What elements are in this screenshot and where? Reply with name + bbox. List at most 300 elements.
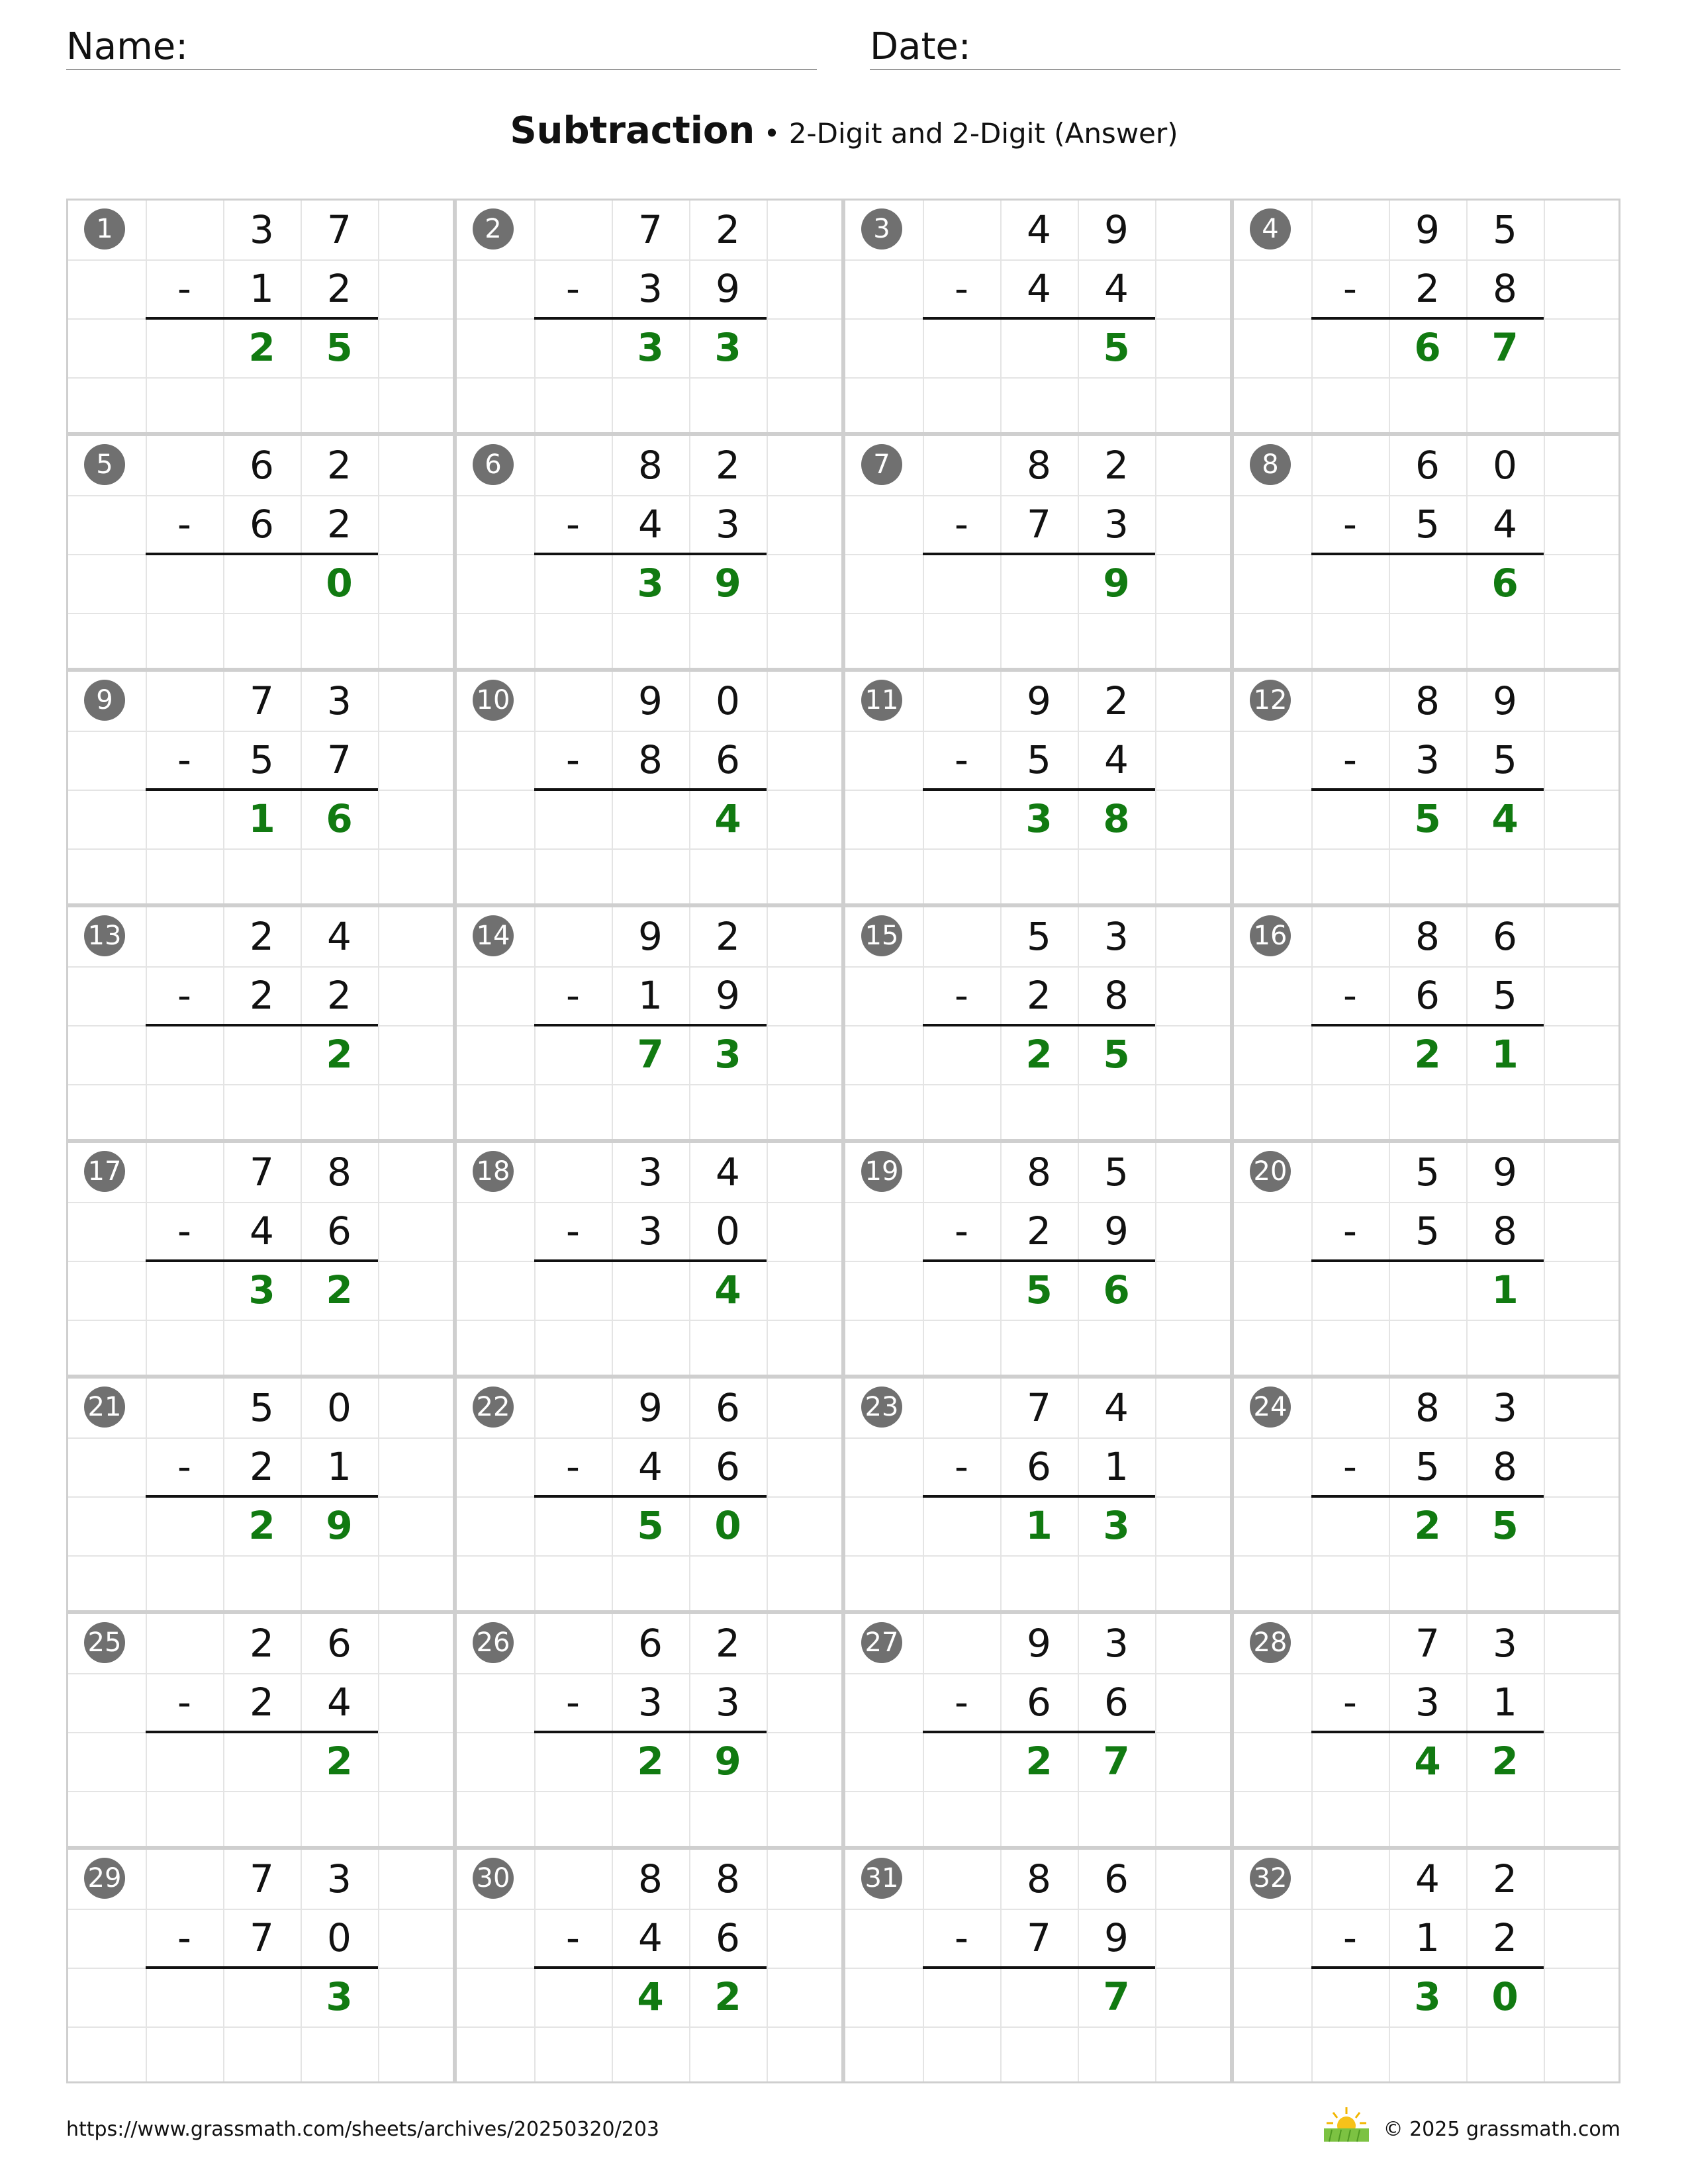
grid-line — [68, 2026, 453, 2028]
grid-line — [457, 1791, 841, 1792]
minuend-digit: 5 — [1493, 207, 1517, 252]
answer-digit: 2 — [248, 325, 275, 370]
minuend-digit: 3 — [327, 678, 352, 723]
problem-block — [1232, 670, 1620, 905]
answer-digit: 5 — [1491, 1503, 1519, 1548]
answer-rule — [923, 553, 1155, 555]
grid-line — [767, 1614, 768, 1846]
grid-line — [378, 1143, 379, 1375]
problem-number-badge: 24 — [1250, 1387, 1291, 1428]
grid-line — [68, 1084, 453, 1085]
answer-digit: 3 — [714, 325, 741, 370]
answer-digit: 3 — [1414, 1974, 1441, 2019]
answer-rule — [923, 788, 1155, 791]
minuend-digit: 5 — [1027, 914, 1051, 959]
problem-number-badge: 7 — [861, 444, 902, 485]
subtrahend-digit: 4 — [638, 1444, 663, 1489]
minus-sign: - — [566, 1915, 580, 1960]
problem-number-badge: 25 — [84, 1622, 125, 1663]
problem-block — [66, 1377, 455, 1612]
minus-sign: - — [1343, 1444, 1357, 1489]
problem-block — [843, 905, 1232, 1141]
problem-block — [843, 670, 1232, 905]
minuend-digit: 6 — [716, 1385, 740, 1430]
answer-digit: 3 — [248, 1267, 275, 1312]
minuend-digit: 9 — [638, 914, 663, 959]
grid-line — [845, 377, 1230, 379]
subtrahend-digit: 1 — [1104, 1444, 1129, 1489]
title-main: Subtraction — [510, 109, 755, 152]
problem-block — [1232, 1377, 1620, 1612]
answer-digit: 3 — [637, 325, 664, 370]
subtrahend-digit: 6 — [716, 1915, 740, 1960]
subtrahend-digit: 4 — [1104, 266, 1129, 311]
minuend-digit: 2 — [250, 914, 274, 959]
minuend-digit: 4 — [716, 1150, 740, 1195]
problem-block — [1232, 1141, 1620, 1377]
grid-line — [767, 201, 768, 432]
grid-line — [1544, 1379, 1545, 1610]
minuend-digit: 9 — [1415, 207, 1440, 252]
grid-line — [1544, 907, 1545, 1139]
answer-rule — [1311, 1024, 1544, 1026]
problem-number-badge: 12 — [1250, 680, 1291, 721]
answer-rule — [1311, 553, 1544, 555]
answer-rule — [534, 1495, 767, 1498]
problem-number-badge: 17 — [84, 1151, 125, 1192]
minuend-digit: 8 — [1415, 914, 1440, 959]
minuend-digit: 2 — [716, 207, 740, 252]
minuend-digit: 7 — [250, 678, 274, 723]
answer-digit: 5 — [637, 1503, 664, 1548]
answer-rule — [923, 1259, 1155, 1262]
answer-digit: 6 — [326, 796, 353, 841]
answer-digit: 0 — [1491, 1974, 1519, 2019]
grid-line — [457, 613, 841, 614]
grid-line — [1234, 848, 1618, 850]
grid-line — [1234, 613, 1618, 614]
grid-line — [767, 1850, 768, 2081]
subtrahend-digit: 2 — [327, 502, 352, 547]
answer-rule — [534, 1024, 767, 1026]
problem-number-badge: 32 — [1250, 1858, 1291, 1899]
grid-line — [1155, 1143, 1156, 1375]
minuend-digit: 9 — [1027, 678, 1051, 723]
problem-block — [66, 434, 455, 670]
minus-sign: - — [566, 266, 580, 311]
problem-block — [455, 670, 843, 905]
subtrahend-digit: 6 — [1104, 1680, 1129, 1725]
subtrahend-digit: 3 — [638, 1208, 663, 1253]
minuend-digit: 3 — [638, 1150, 663, 1195]
problem-number-badge: 21 — [84, 1387, 125, 1428]
problem-block — [455, 199, 843, 434]
answer-digit: 2 — [1025, 1739, 1053, 1784]
title-subtitle: • 2-Digit and 2-Digit (Answer) — [763, 117, 1178, 150]
minuend-digit: 2 — [716, 1621, 740, 1666]
problem-block — [66, 1848, 455, 2083]
subtrahend-digit: 2 — [1027, 973, 1051, 1018]
answer-digit: 9 — [714, 1739, 741, 1784]
answer-digit: 1 — [1491, 1267, 1519, 1312]
subtrahend-digit: 8 — [1104, 973, 1129, 1018]
subtrahend-digit: 5 — [1415, 1444, 1440, 1489]
problem-block — [455, 434, 843, 670]
minuend-digit: 6 — [327, 1621, 352, 1666]
grid-line — [1155, 1614, 1156, 1846]
grid-line — [68, 1791, 453, 1792]
subtrahend-digit: 9 — [1104, 1915, 1129, 1960]
subtrahend-digit: 3 — [638, 1680, 663, 1725]
answer-digit: 5 — [1103, 325, 1130, 370]
grid-line — [1155, 672, 1156, 903]
grid-line — [767, 1379, 768, 1610]
minus-sign: - — [955, 1680, 968, 1725]
subtrahend-digit: 5 — [1415, 1208, 1440, 1253]
minus-sign: - — [955, 266, 968, 311]
grid-line — [378, 1379, 379, 1610]
answer-digit: 0 — [326, 561, 353, 606]
name-label: Name: — [66, 25, 189, 68]
subtrahend-digit: 6 — [716, 737, 740, 782]
problem-number-badge: 6 — [473, 444, 514, 485]
grid-line — [378, 907, 379, 1139]
answer-digit: 2 — [1414, 1032, 1441, 1077]
grid-line — [68, 1320, 453, 1321]
problem-block — [843, 1612, 1232, 1848]
subtrahend-digit: 2 — [1493, 1915, 1517, 1960]
subtrahend-digit: 5 — [250, 737, 274, 782]
subtrahend-digit: 6 — [327, 1208, 352, 1253]
subtrahend-digit: 5 — [1415, 502, 1440, 547]
answer-digit: 7 — [637, 1032, 664, 1077]
subtrahend-digit: 4 — [1027, 266, 1051, 311]
answer-digit: 2 — [714, 1974, 741, 2019]
problem-block — [843, 1141, 1232, 1377]
answer-digit: 3 — [714, 1032, 741, 1077]
minus-sign: - — [955, 973, 968, 1018]
answer-rule — [1311, 1731, 1544, 1733]
grid-line — [1155, 907, 1156, 1139]
minuend-digit: 2 — [1104, 443, 1129, 488]
answer-rule — [534, 788, 767, 791]
subtrahend-digit: 4 — [1104, 737, 1129, 782]
answer-digit: 4 — [1414, 1739, 1441, 1784]
minuend-digit: 7 — [1415, 1621, 1440, 1666]
minuend-digit: 2 — [250, 1621, 274, 1666]
minuend-digit: 6 — [638, 1621, 663, 1666]
problem-number-badge: 2 — [473, 208, 514, 250]
problem-number-badge: 28 — [1250, 1622, 1291, 1663]
minuend-digit: 5 — [1415, 1150, 1440, 1195]
problem-block — [1232, 199, 1620, 434]
worksheet-title — [0, 105, 1688, 160]
grid-line — [457, 1084, 841, 1085]
grid-line — [845, 1320, 1230, 1321]
minuend-digit: 9 — [638, 678, 663, 723]
answer-digit: 2 — [248, 1503, 275, 1548]
grid-line — [1234, 2026, 1618, 2028]
problem-block — [1232, 1848, 1620, 2083]
grid-line — [1155, 1379, 1156, 1610]
answer-rule — [146, 1259, 378, 1262]
answer-digit: 4 — [714, 1267, 741, 1312]
minus-sign: - — [955, 1915, 968, 1960]
answer-rule — [1311, 1495, 1544, 1498]
answer-digit: 8 — [1103, 796, 1130, 841]
minuend-digit: 9 — [1493, 1150, 1517, 1195]
subtrahend-digit: 7 — [1027, 502, 1051, 547]
minuend-digit: 0 — [327, 1385, 352, 1430]
problem-number-badge: 30 — [473, 1858, 514, 1899]
subtrahend-digit: 3 — [1415, 1680, 1440, 1725]
subtrahend-digit: 1 — [327, 1444, 352, 1489]
answer-digit: 2 — [1491, 1739, 1519, 1784]
minus-sign: - — [566, 737, 580, 782]
problem-block — [1232, 1612, 1620, 1848]
subtrahend-digit: 6 — [1415, 973, 1440, 1018]
subtrahend-digit: 5 — [1027, 737, 1051, 782]
grid-line — [68, 377, 453, 379]
grid-line — [845, 1791, 1230, 1792]
minus-sign: - — [955, 737, 968, 782]
answer-rule — [534, 553, 767, 555]
grid-line — [845, 848, 1230, 850]
problem-block — [455, 905, 843, 1141]
minus-sign: - — [566, 1208, 580, 1253]
answer-rule — [923, 1731, 1155, 1733]
subtrahend-digit: 2 — [1027, 1208, 1051, 1253]
subtrahend-digit: 2 — [250, 973, 274, 1018]
subtrahend-digit: 8 — [638, 737, 663, 782]
answer-digit: 5 — [1025, 1267, 1053, 1312]
minuend-digit: 5 — [250, 1385, 274, 1430]
minuend-digit: 2 — [327, 443, 352, 488]
grid-line — [1234, 1084, 1618, 1085]
problem-number-badge: 22 — [473, 1387, 514, 1428]
answer-digit: 2 — [637, 1739, 664, 1784]
minuend-digit: 6 — [1493, 914, 1517, 959]
problem-number-badge: 16 — [1250, 915, 1291, 956]
problem-block — [843, 434, 1232, 670]
problem-number-badge: 3 — [861, 208, 902, 250]
grid-line — [1234, 1320, 1618, 1321]
answer-rule — [146, 1966, 378, 1969]
answer-digit: 5 — [1414, 796, 1441, 841]
problem-number-badge: 4 — [1250, 208, 1291, 250]
minuend-digit: 5 — [1104, 1150, 1129, 1195]
problem-number-badge: 19 — [861, 1151, 902, 1192]
grid-line — [1544, 436, 1545, 668]
grid-line — [1544, 1614, 1545, 1846]
minuend-digit: 2 — [716, 914, 740, 959]
minus-sign: - — [1343, 737, 1357, 782]
name-field[interactable] — [66, 24, 817, 70]
minuend-digit: 7 — [638, 207, 663, 252]
problem-block — [843, 199, 1232, 434]
grid-line — [1544, 201, 1545, 432]
minuend-digit: 3 — [327, 1856, 352, 1901]
answer-digit: 2 — [326, 1267, 353, 1312]
grid-line — [1234, 1791, 1618, 1792]
answer-digit: 4 — [714, 796, 741, 841]
minuend-digit: 4 — [1104, 1385, 1129, 1430]
minus-sign: - — [566, 1680, 580, 1725]
answer-digit: 2 — [1025, 1032, 1053, 1077]
answer-digit: 9 — [1103, 561, 1130, 606]
answer-digit: 1 — [1491, 1032, 1519, 1077]
problem-block — [455, 1848, 843, 2083]
answer-digit: 9 — [326, 1503, 353, 1548]
minus-sign: - — [566, 973, 580, 1018]
subtrahend-digit: 2 — [327, 266, 352, 311]
minus-sign: - — [955, 502, 968, 547]
minuend-digit: 2 — [1104, 678, 1129, 723]
subtrahend-digit: 2 — [250, 1444, 274, 1489]
subtrahend-digit: 2 — [327, 973, 352, 1018]
answer-digit: 0 — [714, 1503, 741, 1548]
minuend-digit: 3 — [250, 207, 274, 252]
grid-line — [378, 672, 379, 903]
answer-rule — [1311, 317, 1544, 320]
answer-digit: 4 — [637, 1974, 664, 2019]
answer-digit: 1 — [1025, 1503, 1053, 1548]
answer-rule — [146, 788, 378, 791]
minuend-digit: 6 — [1104, 1856, 1129, 1901]
minuend-digit: 3 — [1104, 1621, 1129, 1666]
grid-line — [457, 848, 841, 850]
grid-line — [845, 1084, 1230, 1085]
subtrahend-digit: 7 — [1027, 1915, 1051, 1960]
minuend-digit: 6 — [250, 443, 274, 488]
subtrahend-digit: 5 — [1493, 973, 1517, 1018]
minuend-digit: 4 — [327, 914, 352, 959]
minus-sign: - — [1343, 1208, 1357, 1253]
problem-number-badge: 15 — [861, 915, 902, 956]
minus-sign: - — [177, 1208, 191, 1253]
answer-rule — [923, 1495, 1155, 1498]
problem-block — [843, 1377, 1232, 1612]
grid-line — [1544, 1143, 1545, 1375]
minus-sign: - — [177, 737, 191, 782]
answer-digit: 5 — [1103, 1032, 1130, 1077]
answer-rule — [923, 317, 1155, 320]
subtrahend-digit: 6 — [1027, 1680, 1051, 1725]
problem-grid — [66, 199, 1620, 2083]
subtrahend-digit: 1 — [1493, 1680, 1517, 1725]
answer-digit: 6 — [1414, 325, 1441, 370]
minus-sign: - — [566, 502, 580, 547]
problem-number-badge: 1 — [84, 208, 125, 250]
grid-line — [378, 436, 379, 668]
grid-line — [378, 1614, 379, 1846]
subtrahend-digit: 1 — [1415, 1915, 1440, 1960]
minus-sign: - — [177, 1444, 191, 1489]
answer-rule — [534, 1731, 767, 1733]
answer-rule — [146, 317, 378, 320]
subtrahend-digit: 4 — [327, 1680, 352, 1725]
date-field[interactable] — [870, 24, 1620, 70]
minuend-digit: 8 — [1415, 1385, 1440, 1430]
grid-line — [1544, 672, 1545, 903]
grid-line — [767, 436, 768, 668]
subtrahend-digit: 3 — [638, 266, 663, 311]
subtrahend-digit: 7 — [250, 1915, 274, 1960]
problem-block — [455, 1141, 843, 1377]
subtrahend-digit: 4 — [638, 1915, 663, 1960]
grid-line — [1155, 201, 1156, 432]
minus-sign: - — [177, 502, 191, 547]
date-label: Date: — [870, 25, 971, 68]
answer-rule — [923, 1024, 1155, 1026]
answer-digit: 9 — [714, 561, 741, 606]
problem-number-badge: 23 — [861, 1387, 902, 1428]
minuend-digit: 8 — [1027, 443, 1051, 488]
minuend-digit: 7 — [1027, 1385, 1051, 1430]
minuend-digit: 8 — [1027, 1150, 1051, 1195]
answer-rule — [534, 1966, 767, 1969]
problem-number-badge: 9 — [84, 680, 125, 721]
problem-block — [455, 1377, 843, 1612]
minuend-digit: 9 — [1493, 678, 1517, 723]
subtrahend-digit: 8 — [1493, 1444, 1517, 1489]
minuend-digit: 7 — [250, 1856, 274, 1901]
minuend-digit: 6 — [1415, 443, 1440, 488]
answer-digit: 6 — [1103, 1267, 1130, 1312]
minuend-digit: 0 — [716, 678, 740, 723]
grid-line — [378, 201, 379, 432]
footer-url: https://www.grassmath.com/sheets/archives/20250320/203 — [66, 2118, 660, 2141]
subtrahend-digit: 0 — [716, 1208, 740, 1253]
minuend-digit: 0 — [1493, 443, 1517, 488]
grid-line — [1234, 1555, 1618, 1557]
minus-sign: - — [955, 1208, 968, 1253]
subtrahend-digit: 3 — [716, 1680, 740, 1725]
answer-digit: 1 — [248, 796, 275, 841]
answer-digit: 4 — [1491, 796, 1519, 841]
minuend-digit: 7 — [327, 207, 352, 252]
answer-rule — [146, 1495, 378, 1498]
minuend-digit: 8 — [638, 443, 663, 488]
grid-line — [1544, 1850, 1545, 2081]
minuend-digit: 3 — [1493, 1385, 1517, 1430]
answer-digit: 6 — [1491, 561, 1519, 606]
subtrahend-digit: 0 — [327, 1915, 352, 1960]
subtrahend-digit: 6 — [1027, 1444, 1051, 1489]
grid-line — [845, 613, 1230, 614]
answer-rule — [534, 317, 767, 320]
problem-number-badge: 29 — [84, 1858, 125, 1899]
answer-rule — [146, 553, 378, 555]
subtrahend-digit: 1 — [250, 266, 274, 311]
answer-rule — [146, 1731, 378, 1733]
answer-digit: 2 — [1414, 1503, 1441, 1548]
grid-line — [1155, 1850, 1156, 2081]
subtrahend-digit: 3 — [1104, 502, 1129, 547]
answer-rule — [1311, 788, 1544, 791]
subtrahend-digit: 5 — [1493, 737, 1517, 782]
minuend-digit: 9 — [638, 1385, 663, 1430]
grid-line — [845, 2026, 1230, 2028]
problem-block — [66, 670, 455, 905]
subtrahend-digit: 4 — [1493, 502, 1517, 547]
minuend-digit: 2 — [1493, 1856, 1517, 1901]
minus-sign: - — [1343, 1915, 1357, 1960]
answer-rule — [1311, 1259, 1544, 1262]
problem-number-badge: 14 — [473, 915, 514, 956]
problem-block — [1232, 905, 1620, 1141]
minuend-digit: 3 — [1493, 1621, 1517, 1666]
